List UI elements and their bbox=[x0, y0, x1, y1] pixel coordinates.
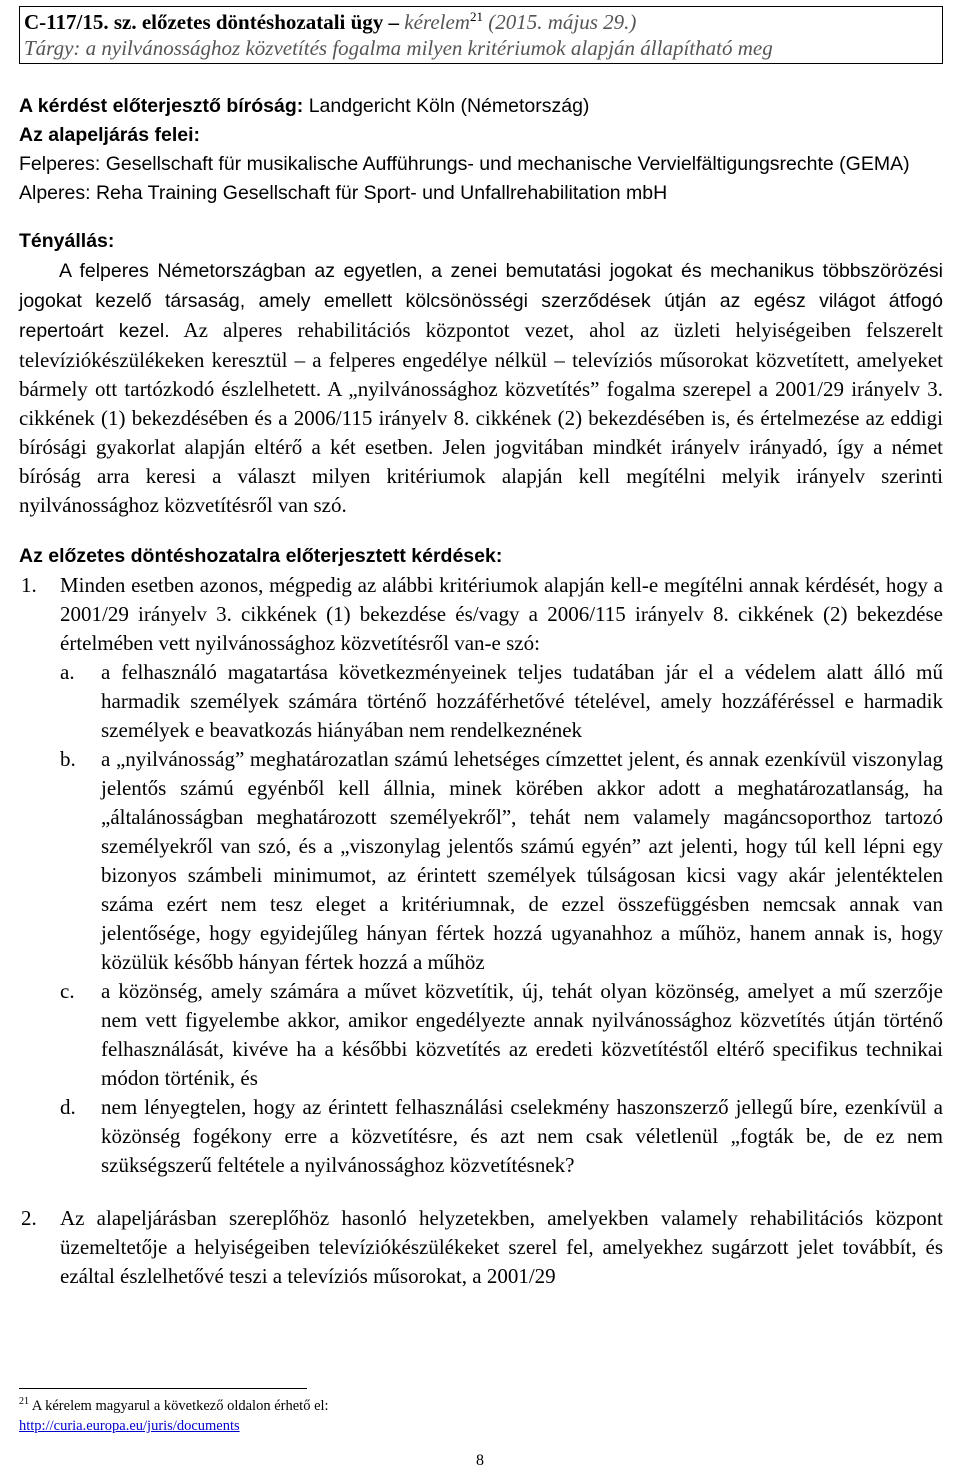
criterion-letter: c. bbox=[60, 979, 75, 1003]
defendant: Alperes: Reha Training Gesellschaft für Sport- und Unfallrehabilitation mbH bbox=[19, 182, 668, 204]
footnote-separator bbox=[19, 1388, 307, 1389]
facts-text-1: A felperes Németországban az egyetlen, a zenei bemutatási jogokat és mechanikus többszörözési jogokat kezelő társaság, amely emellett kölcsönösségi szerződések útján az egész világot átfogó repertoárt kezel. bbox=[19, 260, 943, 342]
facts-paragraph bbox=[19, 256, 943, 520]
footnote-text: A kérelem magyarul a következő oldalon érhető el: bbox=[29, 1397, 329, 1414]
question-text: Minden esetben azonos, mégpedig az alábbi kritériumok alapján kell-e megítélni annak kérdését, hogy a 2001/29 irányelv 3. cikkének (1) bekezdése és/vagy a 2006/115 irányelv 8. cikkének (2) bekezdése értelmében vett nyilvánossághoz közvetítésről van-e szó: bbox=[60, 573, 943, 655]
document-page bbox=[19, 0, 943, 1291]
case-title bbox=[24, 9, 938, 35]
parties-label: Az alapeljárás felei: bbox=[19, 124, 201, 146]
case-subject: Tárgy: a nyilvánossághoz közvetítés fogalma milyen kritériumok alapján állapítható meg bbox=[24, 36, 773, 60]
footnote-reference[interactable]: 21 bbox=[469, 9, 483, 24]
criterion-item bbox=[60, 745, 943, 977]
questions-list bbox=[19, 571, 943, 1291]
footnote-number: 21 bbox=[19, 1396, 29, 1407]
case-date: (2015. május 29.) bbox=[482, 10, 637, 34]
criterion-letter: b. bbox=[60, 747, 76, 771]
facts-text-2: Az alperes rehabilitációs központot vezet, ahol az üzleti helyiségeiben felszerelt televíziókészülékeken keresztül – a felperes engedélye nélkül – televíziós műsorokat közvetített, amelyeket bármely ott tartózkodó észlelhetett. A „nyilvánossághoz közvetítés” fogalma szerepel a 2001/29 irányelv 3. cikkének (1) bekezdésében és a 2006/115 irányelv 8. cikkének (2) bekezdésében is, és értelmezése az eddigi bírósági gyakorlat alapján eltérő a két esetben. Jelen jogvitában mindkét irányelv irányadó, így a német bíróság arra keresi a választ milyen kritériumok alapján kell megítélni melyik irányelv szerinti nyilvánossághoz közvetítésről van szó. bbox=[19, 318, 943, 517]
court-value: Landgericht Köln (Németország) bbox=[303, 95, 590, 117]
plaintiff: Felperes: Gesellschaft für musikalische Aufführungs- und mechanische Vervielfältigungsrechte (GEMA) bbox=[19, 153, 910, 175]
criterion-text: nem lényegtelen, hogy az érintett felhasználási cselekmény haszonszerző jellegű bíre, ezenkívül a közönség fogékony erre a közvetítésre, és azt nem csak véletlenül „fogták be, de ez nem szükségszerű feltétele a nyilvánossághoz közvetítésnek? bbox=[101, 1095, 943, 1177]
criterion-item bbox=[60, 1093, 943, 1180]
criterion-text: a „nyilvánosság” meghatározatlan számú lehetséges címzettet jelent, és annak ezenkívül viszonylag jelentős számú egyénből kell állnia, minek körében akkor adott a meghatározatlanság, ha „általánosságban meghatározott személyekről”, tehát nem valamely magáncsoporthoz tartozó személyekről van szó, és a „viszonylag jelentős számú egyén” azt jelenti, hogy túl kell lépni egy bizonyos számbeli minimumot, az érintett személyek túlságosan kicsi vagy akár jelentéktelen száma ezért nem tesz eleget a kritériumnak, de ezzel összefüggésben nemcsak annak van jelentősége, hogy egyidejűleg hányan fértek hozzá ugyanahhoz a műhöz, hanem annak is, hogy közülük később hányan fértek hozzá a műhöz bbox=[101, 747, 943, 974]
criterion-text: a közönség, amely számára a művet közvetítik, új, tehát olyan közönség, amelyet a mű szerzője nem vett figyelembe akkor, amikor engedélyezte annak nyilvánossághoz közvetítés útján történő felhasználását, kivéve ha a későbbi közvetítés az eredeti közvetítéstől eltérő specifikus technikai módon történik, és bbox=[101, 979, 943, 1090]
footnote bbox=[19, 1392, 919, 1436]
criterion-item bbox=[60, 977, 943, 1093]
page-number: 8 bbox=[476, 1452, 484, 1469]
case-number: C-117/15. sz. előzetes döntéshozatali ügy – bbox=[24, 10, 405, 34]
court-label: A kérdést előterjesztő bíróság: bbox=[19, 95, 304, 117]
question-2 bbox=[19, 1204, 943, 1291]
criteria-list bbox=[19, 658, 943, 1180]
facts-section bbox=[19, 227, 943, 520]
footnote-link[interactable]: http://curia.europa.eu/juris/documents bbox=[19, 1417, 240, 1434]
questions-section bbox=[19, 542, 943, 1291]
question-number: 1. bbox=[21, 573, 37, 597]
parties-section bbox=[19, 92, 943, 208]
criterion-letter: d. bbox=[60, 1095, 76, 1119]
criterion-item bbox=[60, 658, 943, 745]
referring-court bbox=[19, 92, 943, 121]
facts-heading: Tényállás: bbox=[19, 230, 115, 252]
questions-heading: Az előzetes döntéshozatalra előterjesztett kérdések: bbox=[19, 545, 503, 567]
header-box bbox=[19, 6, 943, 64]
case-type: kérelem bbox=[404, 10, 470, 34]
question-text: Az alapeljárásban szereplőhöz hasonló helyzetekben, amelyekben valamely rehabilitációs központ üzemeltetője a helyiségeiben televíziókészülékeket szerel fel, amelyekhez sugárzott jelet továbbít, és ezáltal észlelhetővé teszi a televíziós műsorokat, a 2001/29 bbox=[60, 1206, 943, 1288]
question-1 bbox=[19, 571, 943, 1180]
criterion-letter: a. bbox=[60, 660, 75, 684]
question-number: 2. bbox=[21, 1206, 37, 1230]
criterion-text: a felhasználó magatartása következményeinek teljes tudatában jár el a védelem alatt álló mű harmadik személyek számára történő hozzáférhetővé tételével, amely hozzáféréssel e harmadik személyek e beavatkozás hiányában nem rendelkeznének bbox=[101, 660, 943, 742]
